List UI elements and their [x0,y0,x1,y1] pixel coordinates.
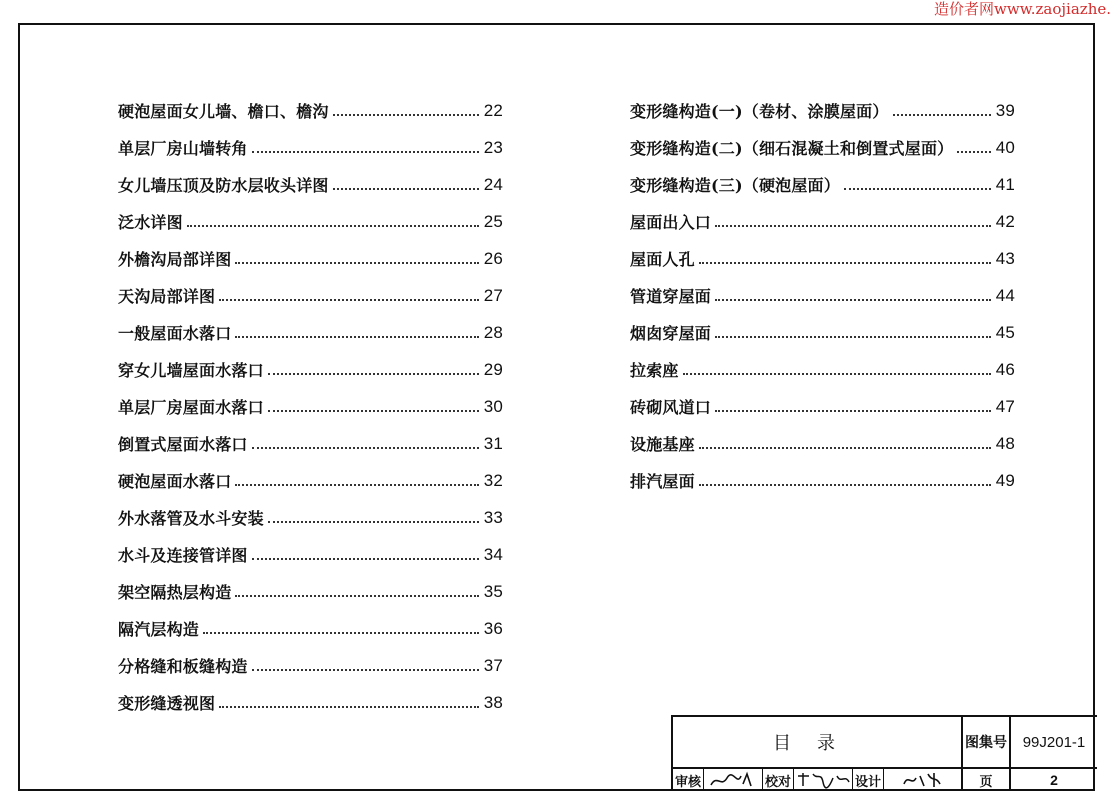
review-label: 审核 [673,769,704,791]
toc-entry-page: 33 [483,507,503,527]
toc-entry-page: 46 [995,359,1015,379]
toc-entry [118,92,503,129]
toc-entry-title: 分格缝和板缝构造 [118,657,248,676]
toc-entry [630,425,1015,462]
toc-entry-page: 41 [995,174,1015,194]
toc-entry-title: 硬泡屋面水落口 [118,472,232,491]
title-block-title: 目录 [673,717,963,769]
toc-entry [118,129,503,166]
toc-leader-dots [699,447,991,449]
toc-entry-page: 30 [483,396,503,416]
toc-entry-page: 37 [483,655,503,675]
toc-leader-dots [268,410,479,412]
review-signature [704,769,763,791]
toc-entry [118,351,503,388]
toc-entry-title: 一般屋面水落口 [118,324,232,343]
toc-leader-dots [715,336,991,338]
toc-leader-dots [187,225,479,227]
toc-leader-dots [203,632,479,634]
toc-entry-title: 屋面出入口 [630,213,712,232]
toc-leader-dots [333,114,479,116]
toc-entry [630,92,1015,129]
toc-leader-dots [683,373,991,375]
toc-entry-page: 48 [995,433,1015,453]
design-signature [884,769,961,791]
toc-entry-page: 49 [995,470,1015,490]
signature-row [673,769,963,791]
toc-entry-page: 23 [483,137,503,157]
toc-entry [630,166,1015,203]
page-number-value: 2 [1050,772,1058,788]
title-block [671,715,1097,791]
toc-entry-title: 变形缝透视图 [118,694,216,713]
toc-entry [630,240,1015,277]
toc-entry [118,573,503,610]
toc-leader-dots [715,299,991,301]
toc-leader-dots [957,151,991,153]
toc-entry-title: 穿女儿墙屋面水落口 [118,361,264,380]
toc-leader-dots [235,595,479,597]
toc-entry [118,499,503,536]
toc-entry-title: 单层厂房屋面水落口 [118,398,264,417]
toc-entry-page: 22 [483,100,503,120]
toc-leader-dots [219,706,479,708]
toc-entry-title: 变形缝构造(三)（硬泡屋面） [630,176,840,195]
toc-entry [630,203,1015,240]
toc-entry-page: 43 [995,248,1015,268]
toc-entry-title: 管道穿屋面 [630,287,712,306]
toc-entry-title: 架空隔热层构造 [118,583,232,602]
toc-entry [118,240,503,277]
toc-entry [118,536,503,573]
design-label: 设计 [853,769,884,791]
toc-leader-dots [699,484,991,486]
toc-leader-dots [252,558,479,560]
toc-entry-page: 29 [483,359,503,379]
check-label: 校对 [763,769,794,791]
toc-entry [118,388,503,425]
toc-leader-dots [252,151,479,153]
toc-entry-title: 变形缝构造(二)（细石混凝土和倒置式屋面） [630,139,954,158]
toc-leader-dots [893,114,991,116]
toc-entry-title: 硬泡屋面女儿墙、檐口、檐沟 [118,102,329,121]
toc-entry-page: 34 [483,544,503,564]
toc-leader-dots [235,262,479,264]
toc-entry [118,166,503,203]
toc-left-column [118,92,503,721]
atlas-number-label: 图集号 [963,717,1011,769]
toc-entry [630,314,1015,351]
toc-entry-page: 25 [483,211,503,231]
toc-entry-title: 天沟局部详图 [118,287,216,306]
toc-entry [118,425,503,462]
toc-leader-dots [235,484,479,486]
toc-entry-title: 变形缝构造(一)（卷材、涂膜屋面） [630,102,889,121]
toc-leader-dots [252,447,479,449]
toc-entry [630,462,1015,499]
toc-entry-title: 排汽屋面 [630,472,695,491]
toc-leader-dots [235,336,479,338]
toc-entry-title: 屋面人孔 [630,250,695,269]
toc-entry [118,647,503,684]
toc-entry-page: 36 [483,618,503,638]
toc-entry-page: 42 [995,211,1015,231]
toc-entry-page: 27 [483,285,503,305]
toc-leader-dots [715,225,991,227]
toc-entry-title: 设施基座 [630,435,695,454]
toc-entry-title: 烟囱穿屋面 [630,324,712,343]
toc-entry [118,203,503,240]
toc-entry [118,610,503,647]
toc-leader-dots [844,188,991,190]
toc-entry [630,277,1015,314]
toc-entry-title: 砖砌风道口 [630,398,712,417]
toc-entry-title: 倒置式屋面水落口 [118,435,248,454]
toc-entry-page: 39 [995,100,1015,120]
toc-entry-title: 外檐沟局部详图 [118,250,232,269]
toc-entry-page: 47 [995,396,1015,416]
watermark-text: 造价者网www.zaojiazhe. [934,0,1111,18]
toc-entry-title: 外水落管及水斗安装 [118,509,264,528]
toc-entry-title: 单层厂房山墙转角 [118,139,248,158]
toc-entry-page: 35 [483,581,503,601]
toc-leader-dots [715,410,991,412]
toc-leader-dots [219,299,479,301]
toc-leader-dots [699,262,991,264]
toc-entry [118,684,503,721]
toc-entry [118,314,503,351]
check-signature [794,769,853,791]
toc-entry-page: 40 [995,137,1015,157]
toc-entry-page: 45 [995,322,1015,342]
toc-entry [630,129,1015,166]
toc-entry-page: 26 [483,248,503,268]
toc-entry-page: 32 [483,470,503,490]
toc-entry-title: 泛水详图 [118,213,183,232]
toc-leader-dots [268,521,479,523]
toc-entry-page: 31 [483,433,503,453]
toc-leader-dots [333,188,479,190]
toc-leader-dots [268,373,479,375]
toc-right-column [630,92,1015,499]
atlas-number-value: 99J201-1 [1011,717,1097,769]
page-label: 页 [963,769,1011,791]
toc-entry-title: 隔汽层构造 [118,620,200,639]
toc-leader-dots [252,669,479,671]
toc-entry-title: 水斗及连接管详图 [118,546,248,565]
toc-entry [630,388,1015,425]
toc-entry-page: 44 [995,285,1015,305]
toc-entry [118,462,503,499]
toc-entry [630,351,1015,388]
toc-entry-title: 拉索座 [630,361,679,380]
toc-entry-page: 28 [483,322,503,342]
toc-entry-page: 24 [483,174,503,194]
toc-entry-title: 女儿墙压顶及防水层收头详图 [118,176,329,195]
toc-entry [118,277,503,314]
toc-entry-page: 38 [483,692,503,712]
